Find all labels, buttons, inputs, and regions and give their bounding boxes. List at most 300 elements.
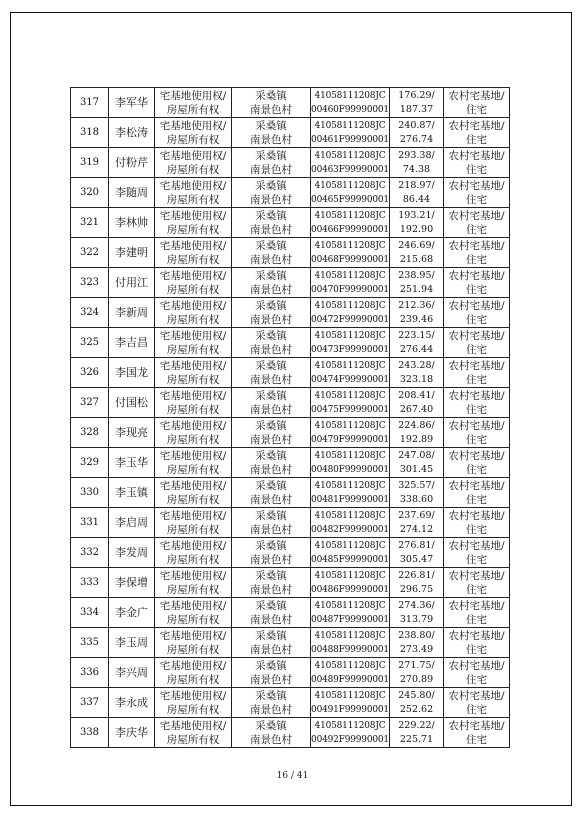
cell-land-use bbox=[444, 208, 510, 238]
cell-unit-code-line: 00470F99990001 bbox=[311, 284, 389, 295]
cell-location-line: 采桑镇 bbox=[255, 329, 287, 342]
cell-location-line: 采桑镇 bbox=[255, 509, 287, 522]
cell-unit-code-line: 00487F99990001 bbox=[311, 614, 389, 625]
cell-land-use-line: 住宅 bbox=[466, 373, 487, 386]
cell-unit-code-line: 41058111208JC bbox=[314, 300, 386, 311]
cell-location bbox=[232, 358, 311, 388]
cell-area bbox=[390, 388, 444, 418]
cell-land-use bbox=[444, 298, 510, 328]
cell-area-line: 274.12 bbox=[399, 523, 434, 535]
cell-area-line: 192.90 bbox=[399, 223, 434, 235]
cell-area-line: 192.89 bbox=[399, 433, 434, 445]
cell-number: 338 bbox=[71, 718, 109, 748]
cell-area-line: 187.37 bbox=[399, 103, 434, 115]
cell-unit-code bbox=[311, 358, 390, 388]
table-row bbox=[71, 448, 510, 478]
cell-land-use bbox=[444, 718, 510, 748]
cell-land-use-line: 住宅 bbox=[466, 103, 487, 116]
cell-land-use-line: 住宅 bbox=[466, 403, 487, 416]
cell-location-line: 南景色村 bbox=[250, 433, 292, 446]
cell-owner-name: 李玉镇 bbox=[109, 478, 155, 508]
cell-unit-code-line: 00492F99990001 bbox=[311, 734, 389, 745]
cell-unit-code-line: 41058111208JC bbox=[314, 240, 386, 251]
cell-location-line: 采桑镇 bbox=[255, 449, 287, 462]
cell-right-type bbox=[155, 538, 232, 568]
cell-right-type-line: 房屋所有权 bbox=[166, 493, 220, 506]
cell-number: 321 bbox=[71, 208, 109, 238]
cell-land-use bbox=[444, 268, 510, 298]
cell-right-type bbox=[155, 298, 232, 328]
cell-location-line: 采桑镇 bbox=[255, 209, 287, 222]
cell-unit-code-line: 00480F99990001 bbox=[311, 464, 389, 475]
cell-number: 319 bbox=[71, 148, 109, 178]
cell-right-type-line: 宅基地使用权/ bbox=[159, 509, 227, 522]
cell-location-line: 南景色村 bbox=[250, 253, 292, 266]
cell-owner-name: 李随周 bbox=[109, 178, 155, 208]
cell-land-use-line: 住宅 bbox=[466, 253, 487, 266]
cell-area-line: 313.79 bbox=[399, 613, 434, 625]
cell-owner-name: 李国龙 bbox=[109, 358, 155, 388]
table-row bbox=[71, 328, 510, 358]
cell-unit-code bbox=[311, 658, 390, 688]
cell-unit-code-line: 00461F99990001 bbox=[311, 134, 389, 145]
cell-location-line: 南景色村 bbox=[250, 583, 292, 596]
cell-right-type-line: 宅基地使用权/ bbox=[159, 239, 227, 252]
cell-owner-name: 李新周 bbox=[109, 298, 155, 328]
cell-land-use-line: 农村宅基地/ bbox=[448, 359, 505, 372]
table-row bbox=[71, 718, 510, 748]
cell-location bbox=[232, 328, 311, 358]
cell-area bbox=[390, 328, 444, 358]
cell-area-line: 276.81/ bbox=[398, 539, 435, 551]
cell-area-line: 238.95/ bbox=[398, 269, 435, 281]
cell-unit-code-line: 00463F99990001 bbox=[311, 164, 389, 175]
cell-area-line: 274.36/ bbox=[398, 599, 435, 611]
cell-number: 331 bbox=[71, 508, 109, 538]
cell-location-line: 南景色村 bbox=[250, 163, 292, 176]
cell-area-line: 74.38 bbox=[402, 163, 431, 175]
cell-unit-code-line: 00491F99990001 bbox=[311, 704, 389, 715]
table-row bbox=[71, 208, 510, 238]
cell-unit-code-line: 41058111208JC bbox=[314, 210, 386, 221]
cell-right-type bbox=[155, 268, 232, 298]
cell-right-type-line: 房屋所有权 bbox=[166, 403, 220, 416]
cell-unit-code-line: 00466F99990001 bbox=[311, 224, 389, 235]
cell-right-type-line: 房屋所有权 bbox=[166, 313, 220, 326]
cell-right-type-line: 房屋所有权 bbox=[166, 373, 220, 386]
cell-area bbox=[390, 238, 444, 268]
cell-location bbox=[232, 268, 311, 298]
cell-owner-name: 李兴周 bbox=[109, 658, 155, 688]
cell-location bbox=[232, 88, 311, 118]
cell-land-use-line: 住宅 bbox=[466, 703, 487, 716]
cell-location bbox=[232, 418, 311, 448]
cell-location bbox=[232, 298, 311, 328]
cell-right-type-line: 宅基地使用权/ bbox=[159, 209, 227, 222]
cell-number: 317 bbox=[71, 88, 109, 118]
cell-area bbox=[390, 118, 444, 148]
cell-unit-code bbox=[311, 448, 390, 478]
cell-land-use bbox=[444, 358, 510, 388]
table-row bbox=[71, 298, 510, 328]
cell-location bbox=[232, 568, 311, 598]
cell-location bbox=[232, 628, 311, 658]
table-row bbox=[71, 418, 510, 448]
cell-right-type-line: 房屋所有权 bbox=[166, 283, 220, 296]
cell-location bbox=[232, 598, 311, 628]
cell-land-use-line: 农村宅基地/ bbox=[448, 419, 505, 432]
cell-unit-code bbox=[311, 418, 390, 448]
cell-number: 336 bbox=[71, 658, 109, 688]
cell-owner-name: 付粉芹 bbox=[109, 148, 155, 178]
cell-location-line: 南景色村 bbox=[250, 553, 292, 566]
cell-unit-code-line: 00465F99990001 bbox=[311, 194, 389, 205]
table-row bbox=[71, 358, 510, 388]
cell-area bbox=[390, 268, 444, 298]
cell-right-type-line: 房屋所有权 bbox=[166, 523, 220, 536]
cell-location bbox=[232, 478, 311, 508]
cell-number: 325 bbox=[71, 328, 109, 358]
cell-right-type bbox=[155, 118, 232, 148]
cell-land-use-line: 住宅 bbox=[466, 163, 487, 176]
cell-unit-code-line: 41058111208JC bbox=[314, 90, 386, 101]
cell-right-type-line: 房屋所有权 bbox=[166, 643, 220, 656]
cell-location bbox=[232, 658, 311, 688]
cell-number: 320 bbox=[71, 178, 109, 208]
cell-area-line: 276.74 bbox=[399, 133, 434, 145]
cell-number: 322 bbox=[71, 238, 109, 268]
cell-location-line: 采桑镇 bbox=[255, 389, 287, 402]
cell-unit-code-line: 41058111208JC bbox=[314, 180, 386, 191]
cell-location-line: 南景色村 bbox=[250, 493, 292, 506]
cell-location-line: 南景色村 bbox=[250, 613, 292, 626]
cell-land-use bbox=[444, 178, 510, 208]
cell-right-type bbox=[155, 568, 232, 598]
cell-location bbox=[232, 118, 311, 148]
cell-right-type bbox=[155, 358, 232, 388]
cell-unit-code-line: 41058111208JC bbox=[314, 270, 386, 281]
cell-right-type-line: 宅基地使用权/ bbox=[159, 329, 227, 342]
cell-unit-code-line: 00472F99990001 bbox=[311, 314, 389, 325]
cell-location-line: 南景色村 bbox=[250, 313, 292, 326]
cell-right-type bbox=[155, 598, 232, 628]
cell-area bbox=[390, 718, 444, 748]
cell-right-type-line: 宅基地使用权/ bbox=[159, 149, 227, 162]
cell-owner-name: 李庆华 bbox=[109, 718, 155, 748]
cell-area bbox=[390, 628, 444, 658]
cell-area-line: 293.38/ bbox=[398, 149, 435, 161]
cell-area-line: 224.86/ bbox=[398, 419, 435, 431]
cell-area bbox=[390, 298, 444, 328]
cell-land-use-line: 住宅 bbox=[466, 553, 487, 566]
cell-unit-code-line: 00468F99990001 bbox=[311, 254, 389, 265]
cell-land-use-line: 住宅 bbox=[466, 733, 487, 746]
cell-number: 326 bbox=[71, 358, 109, 388]
cell-owner-name: 李建明 bbox=[109, 238, 155, 268]
cell-unit-code bbox=[311, 568, 390, 598]
cell-number: 334 bbox=[71, 598, 109, 628]
cell-owner-name: 李玉华 bbox=[109, 448, 155, 478]
cell-unit-code-line: 00485F99990001 bbox=[311, 554, 389, 565]
cell-area-line: 270.89 bbox=[399, 673, 434, 685]
cell-location-line: 采桑镇 bbox=[255, 569, 287, 582]
cell-location-line: 采桑镇 bbox=[255, 689, 287, 702]
cell-unit-code bbox=[311, 148, 390, 178]
cell-right-type-line: 宅基地使用权/ bbox=[159, 119, 227, 132]
cell-owner-name: 李玉周 bbox=[109, 628, 155, 658]
table-row bbox=[71, 388, 510, 418]
cell-land-use-line: 农村宅基地/ bbox=[448, 209, 505, 222]
cell-area-line: 252.62 bbox=[399, 703, 434, 715]
cell-unit-code-line: 41058111208JC bbox=[314, 540, 386, 551]
cell-unit-code bbox=[311, 628, 390, 658]
table-row bbox=[71, 568, 510, 598]
cell-land-use bbox=[444, 658, 510, 688]
cell-location bbox=[232, 148, 311, 178]
table-row bbox=[71, 688, 510, 718]
cell-area-line: 226.81/ bbox=[398, 569, 435, 581]
cell-right-type bbox=[155, 88, 232, 118]
table-row bbox=[71, 148, 510, 178]
cell-right-type-line: 房屋所有权 bbox=[166, 163, 220, 176]
cell-area bbox=[390, 688, 444, 718]
cell-land-use bbox=[444, 448, 510, 478]
cell-land-use-line: 住宅 bbox=[466, 613, 487, 626]
cell-right-type-line: 宅基地使用权/ bbox=[159, 599, 227, 612]
cell-right-type-line: 宅基地使用权/ bbox=[159, 299, 227, 312]
cell-right-type-line: 房屋所有权 bbox=[166, 253, 220, 266]
table-row bbox=[71, 268, 510, 298]
cell-land-use-line: 住宅 bbox=[466, 673, 487, 686]
cell-right-type-line: 宅基地使用权/ bbox=[159, 719, 227, 732]
cell-area bbox=[390, 658, 444, 688]
cell-land-use bbox=[444, 88, 510, 118]
cell-land-use-line: 农村宅基地/ bbox=[448, 299, 505, 312]
cell-land-use bbox=[444, 688, 510, 718]
cell-right-type-line: 房屋所有权 bbox=[166, 673, 220, 686]
cell-right-type bbox=[155, 208, 232, 238]
cell-owner-name: 李军华 bbox=[109, 88, 155, 118]
cell-land-use-line: 住宅 bbox=[466, 523, 487, 536]
cell-location bbox=[232, 238, 311, 268]
cell-location-line: 南景色村 bbox=[250, 463, 292, 476]
cell-area-line: 305.47 bbox=[399, 553, 434, 565]
cell-area bbox=[390, 448, 444, 478]
cell-area-line: 296.75 bbox=[399, 583, 434, 595]
cell-right-type-line: 房屋所有权 bbox=[166, 193, 220, 206]
table-row bbox=[71, 658, 510, 688]
cell-area bbox=[390, 568, 444, 598]
cell-land-use-line: 农村宅基地/ bbox=[448, 569, 505, 582]
cell-owner-name: 李金广 bbox=[109, 598, 155, 628]
cell-location bbox=[232, 688, 311, 718]
cell-number: 323 bbox=[71, 268, 109, 298]
cell-right-type-line: 房屋所有权 bbox=[166, 463, 220, 476]
cell-number: 337 bbox=[71, 688, 109, 718]
cell-land-use-line: 住宅 bbox=[466, 283, 487, 296]
cell-land-use-line: 农村宅基地/ bbox=[448, 329, 505, 342]
cell-land-use-line: 农村宅基地/ bbox=[448, 179, 505, 192]
cell-right-type bbox=[155, 718, 232, 748]
cell-owner-name: 李发周 bbox=[109, 538, 155, 568]
cell-right-type-line: 宅基地使用权/ bbox=[159, 359, 227, 372]
cell-unit-code bbox=[311, 208, 390, 238]
cell-right-type-line: 宅基地使用权/ bbox=[159, 539, 227, 552]
cell-location bbox=[232, 448, 311, 478]
cell-location-line: 采桑镇 bbox=[255, 299, 287, 312]
cell-unit-code-line: 41058111208JC bbox=[314, 630, 386, 641]
cell-unit-code-line: 00486F99990001 bbox=[311, 584, 389, 595]
cell-right-type bbox=[155, 628, 232, 658]
cell-location bbox=[232, 388, 311, 418]
cell-right-type-line: 宅基地使用权/ bbox=[159, 419, 227, 432]
cell-owner-name: 李保增 bbox=[109, 568, 155, 598]
cell-right-type bbox=[155, 418, 232, 448]
cell-owner-name: 李启周 bbox=[109, 508, 155, 538]
cell-number: 318 bbox=[71, 118, 109, 148]
cell-right-type-line: 宅基地使用权/ bbox=[159, 269, 227, 282]
cell-land-use-line: 农村宅基地/ bbox=[448, 629, 505, 642]
cell-land-use bbox=[444, 478, 510, 508]
cell-area-line: 271.75/ bbox=[398, 659, 435, 671]
cell-location bbox=[232, 178, 311, 208]
cell-land-use bbox=[444, 148, 510, 178]
registry-table-body bbox=[71, 88, 510, 748]
table-row bbox=[71, 178, 510, 208]
cell-land-use-line: 农村宅基地/ bbox=[448, 119, 505, 132]
cell-area bbox=[390, 418, 444, 448]
cell-land-use bbox=[444, 628, 510, 658]
cell-land-use-line: 住宅 bbox=[466, 433, 487, 446]
cell-unit-code bbox=[311, 328, 390, 358]
cell-land-use-line: 农村宅基地/ bbox=[448, 539, 505, 552]
cell-right-type-line: 房屋所有权 bbox=[166, 133, 220, 146]
cell-area-line: 301.45 bbox=[399, 463, 434, 475]
cell-area-line: 218.97/ bbox=[398, 179, 435, 191]
cell-unit-code bbox=[311, 388, 390, 418]
cell-location-line: 采桑镇 bbox=[255, 599, 287, 612]
cell-right-type-line: 宅基地使用权/ bbox=[159, 629, 227, 642]
cell-unit-code-line: 00460F99990001 bbox=[311, 104, 389, 115]
cell-right-type-line: 宅基地使用权/ bbox=[159, 89, 227, 102]
cell-location-line: 南景色村 bbox=[250, 343, 292, 356]
table-row bbox=[71, 88, 510, 118]
cell-area bbox=[390, 508, 444, 538]
cell-unit-code-line: 00479F99990001 bbox=[311, 434, 389, 445]
cell-right-type-line: 宅基地使用权/ bbox=[159, 449, 227, 462]
cell-area-line: 325.57/ bbox=[398, 479, 435, 491]
cell-area-line: 193.21/ bbox=[398, 209, 435, 221]
cell-number: 335 bbox=[71, 628, 109, 658]
cell-area-line: 225.71 bbox=[399, 733, 434, 745]
cell-area-line: 323.18 bbox=[399, 373, 434, 385]
cell-right-type-line: 宅基地使用权/ bbox=[159, 569, 227, 582]
cell-unit-code bbox=[311, 238, 390, 268]
cell-unit-code bbox=[311, 178, 390, 208]
cell-unit-code-line: 41058111208JC bbox=[314, 120, 386, 131]
cell-owner-name: 李松涛 bbox=[109, 118, 155, 148]
cell-right-type-line: 房屋所有权 bbox=[166, 703, 220, 716]
cell-unit-code-line: 41058111208JC bbox=[314, 570, 386, 581]
cell-number: 332 bbox=[71, 538, 109, 568]
cell-location-line: 采桑镇 bbox=[255, 179, 287, 192]
cell-land-use-line: 农村宅基地/ bbox=[448, 149, 505, 162]
cell-number: 324 bbox=[71, 298, 109, 328]
cell-location bbox=[232, 718, 311, 748]
cell-location-line: 南景色村 bbox=[250, 643, 292, 656]
cell-unit-code-line: 41058111208JC bbox=[314, 600, 386, 611]
cell-land-use-line: 农村宅基地/ bbox=[448, 269, 505, 282]
cell-land-use-line: 住宅 bbox=[466, 583, 487, 596]
cell-unit-code-line: 00481F99990001 bbox=[311, 494, 389, 505]
cell-land-use-line: 住宅 bbox=[466, 343, 487, 356]
cell-unit-code-line: 41058111208JC bbox=[314, 720, 386, 731]
cell-location-line: 采桑镇 bbox=[255, 359, 287, 372]
cell-area-line: 223.15/ bbox=[398, 329, 435, 341]
cell-location bbox=[232, 538, 311, 568]
cell-area-line: 215.68 bbox=[399, 253, 434, 265]
cell-unit-code bbox=[311, 718, 390, 748]
cell-right-type bbox=[155, 478, 232, 508]
cell-unit-code-line: 41058111208JC bbox=[314, 660, 386, 671]
cell-location-line: 南景色村 bbox=[250, 133, 292, 146]
cell-right-type-line: 宅基地使用权/ bbox=[159, 479, 227, 492]
page-number: 16 / 41 bbox=[276, 771, 309, 781]
cell-unit-code-line: 00489F99990001 bbox=[311, 674, 389, 685]
cell-area-line: 273.49 bbox=[399, 643, 434, 655]
cell-area-line: 240.87/ bbox=[398, 119, 435, 131]
cell-land-use-line: 住宅 bbox=[466, 643, 487, 656]
cell-location-line: 南景色村 bbox=[250, 523, 292, 536]
cell-number: 327 bbox=[71, 388, 109, 418]
cell-land-use-line: 住宅 bbox=[466, 313, 487, 326]
table-row bbox=[71, 478, 510, 508]
cell-right-type bbox=[155, 508, 232, 538]
cell-location-line: 采桑镇 bbox=[255, 539, 287, 552]
cell-land-use bbox=[444, 388, 510, 418]
cell-area-line: 246.69/ bbox=[398, 239, 435, 251]
cell-land-use-line: 农村宅基地/ bbox=[448, 479, 505, 492]
cell-right-type bbox=[155, 328, 232, 358]
cell-land-use-line: 农村宅基地/ bbox=[448, 689, 505, 702]
cell-location-line: 南景色村 bbox=[250, 283, 292, 296]
cell-owner-name: 李现亮 bbox=[109, 418, 155, 448]
cell-area-line: 212.36/ bbox=[398, 299, 435, 311]
table-row bbox=[71, 508, 510, 538]
cell-number: 333 bbox=[71, 568, 109, 598]
cell-location-line: 采桑镇 bbox=[255, 239, 287, 252]
cell-right-type-line: 房屋所有权 bbox=[166, 343, 220, 356]
cell-location-line: 采桑镇 bbox=[255, 479, 287, 492]
cell-location-line: 南景色村 bbox=[250, 103, 292, 116]
table-row bbox=[71, 538, 510, 568]
cell-land-use-line: 住宅 bbox=[466, 493, 487, 506]
cell-land-use bbox=[444, 538, 510, 568]
cell-area bbox=[390, 88, 444, 118]
cell-unit-code bbox=[311, 118, 390, 148]
cell-owner-name: 付用江 bbox=[109, 268, 155, 298]
cell-area bbox=[390, 538, 444, 568]
cell-unit-code-line: 00474F99990001 bbox=[311, 374, 389, 385]
cell-unit-code-line: 41058111208JC bbox=[314, 150, 386, 161]
cell-unit-code-line: 00475F99990001 bbox=[311, 404, 389, 415]
cell-number: 330 bbox=[71, 478, 109, 508]
cell-right-type-line: 房屋所有权 bbox=[166, 613, 220, 626]
cell-area bbox=[390, 478, 444, 508]
cell-land-use bbox=[444, 238, 510, 268]
cell-unit-code-line: 41058111208JC bbox=[314, 480, 386, 491]
cell-area bbox=[390, 208, 444, 238]
